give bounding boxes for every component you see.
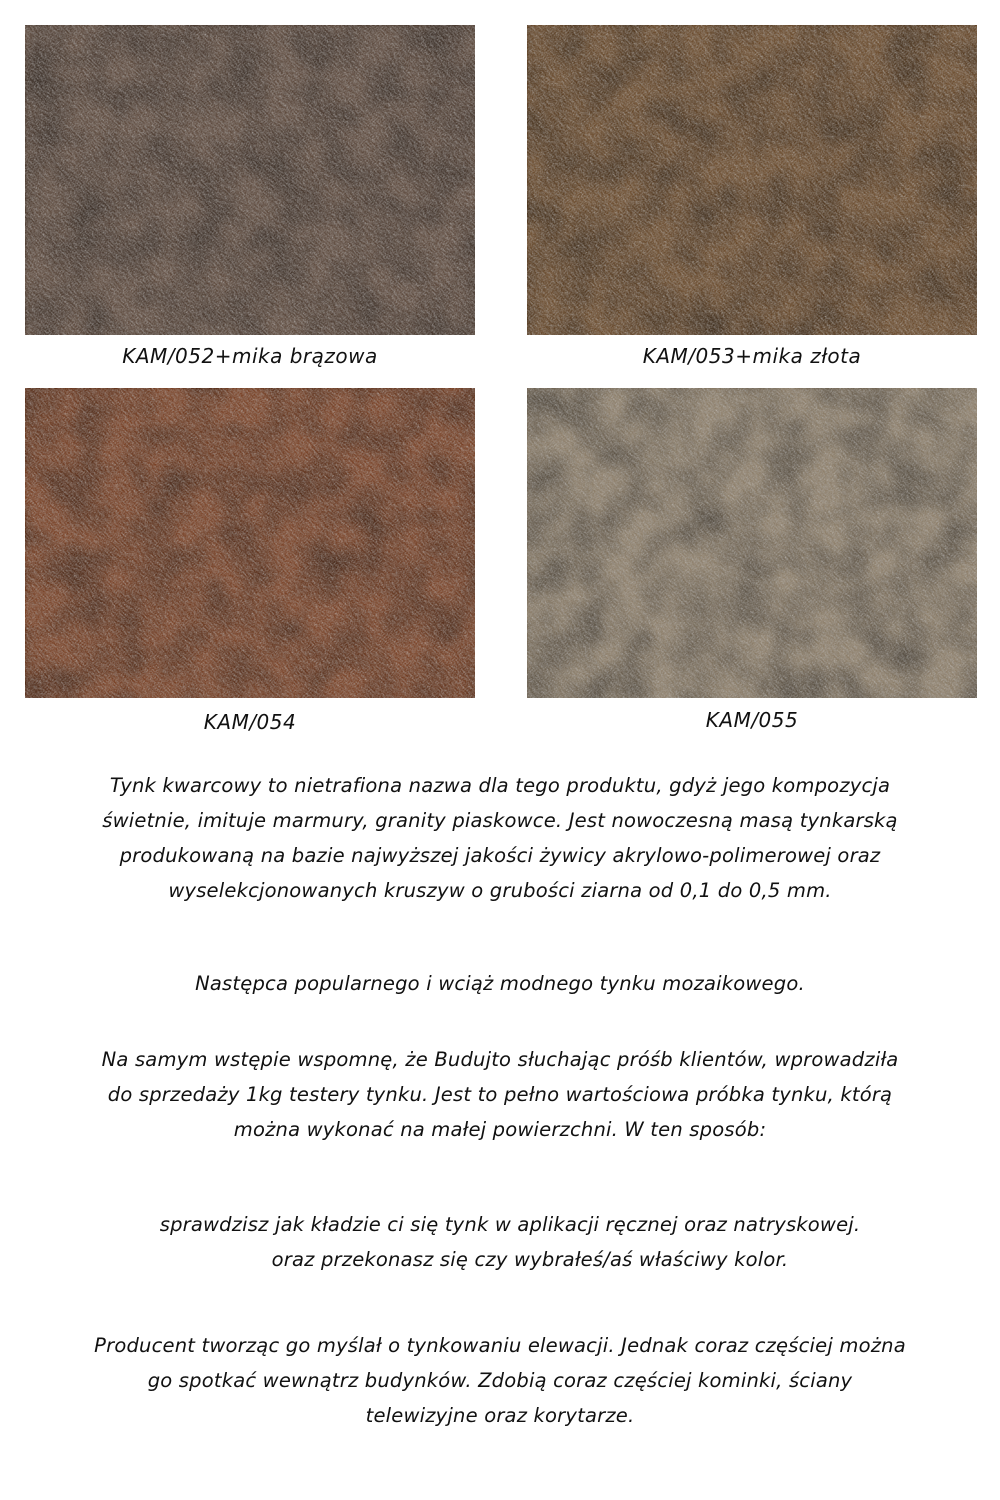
swatch-image-kam-055: [527, 388, 977, 698]
successor-paragraph: [20, 966, 980, 1001]
text-line: Tynk kwarcowy to nietrafiona nazwa dla tego produktu, gdyż jego kompozycja: [109, 774, 891, 797]
swatch-caption: KAM/054: [203, 710, 297, 734]
text-line: do sprzedaży 1kg testery tynku. Jest to pełno wartościowa próbka tynku, którą: [107, 1083, 893, 1106]
plaster-texture: [25, 388, 475, 698]
usage-paragraph: [20, 1328, 980, 1433]
text-line: telewizyjne oraz korytarze.: [365, 1404, 635, 1427]
plaster-texture: [527, 388, 977, 698]
plaster-texture: [527, 25, 977, 335]
text-line: Na samym wstępie wspomnę, że Budujto słuchając próśb klientów, wprowadziła: [101, 1048, 899, 1071]
text-line: wyselekcjonowanych kruszyw o grubości ziarna od 0,1 do 0,5 mm.: [168, 879, 832, 902]
swatch-image-kam-054: [25, 388, 475, 698]
text-line: produkowaną na bazie najwyższej jakości żywicy akrylowo-polimerowej oraz: [119, 844, 881, 867]
plaster-texture: [25, 25, 475, 335]
swatch-caption: KAM/055: [705, 708, 799, 732]
benefits-paragraph: [20, 1207, 980, 1277]
swatch-image-kam-052: [25, 25, 475, 335]
text-line: świetnie, imituje marmury, granity piaskowce. Jest nowoczesną masą tynkarską: [102, 809, 898, 832]
swatch-caption: KAM/053+mika złota: [642, 344, 862, 368]
text-line: sprawdzisz jak kładzie ci się tynk w aplikacji ręcznej oraz natryskowej.: [159, 1213, 861, 1236]
text-line: można wykonać na małej powierzchni. W ten sposób:: [233, 1118, 767, 1141]
text-line: oraz przekonasz się czy wybrałeś/aś właściwy kolor.: [271, 1248, 789, 1271]
text-line: go spotkać wewnątrz budynków. Zdobią coraz częściej kominki, ściany: [147, 1369, 853, 1392]
text-line: Następca popularnego i wciąż modnego tynku mozaikowego.: [195, 972, 805, 995]
text-line: Producent tworząc go myślał o tynkowaniu elewacji. Jednak coraz częściej można: [94, 1334, 906, 1357]
swatch-caption: KAM/052+mika brązowa: [122, 344, 378, 368]
description-paragraph: [20, 768, 980, 908]
tester-paragraph: [20, 1042, 980, 1147]
swatch-image-kam-053: [527, 25, 977, 335]
